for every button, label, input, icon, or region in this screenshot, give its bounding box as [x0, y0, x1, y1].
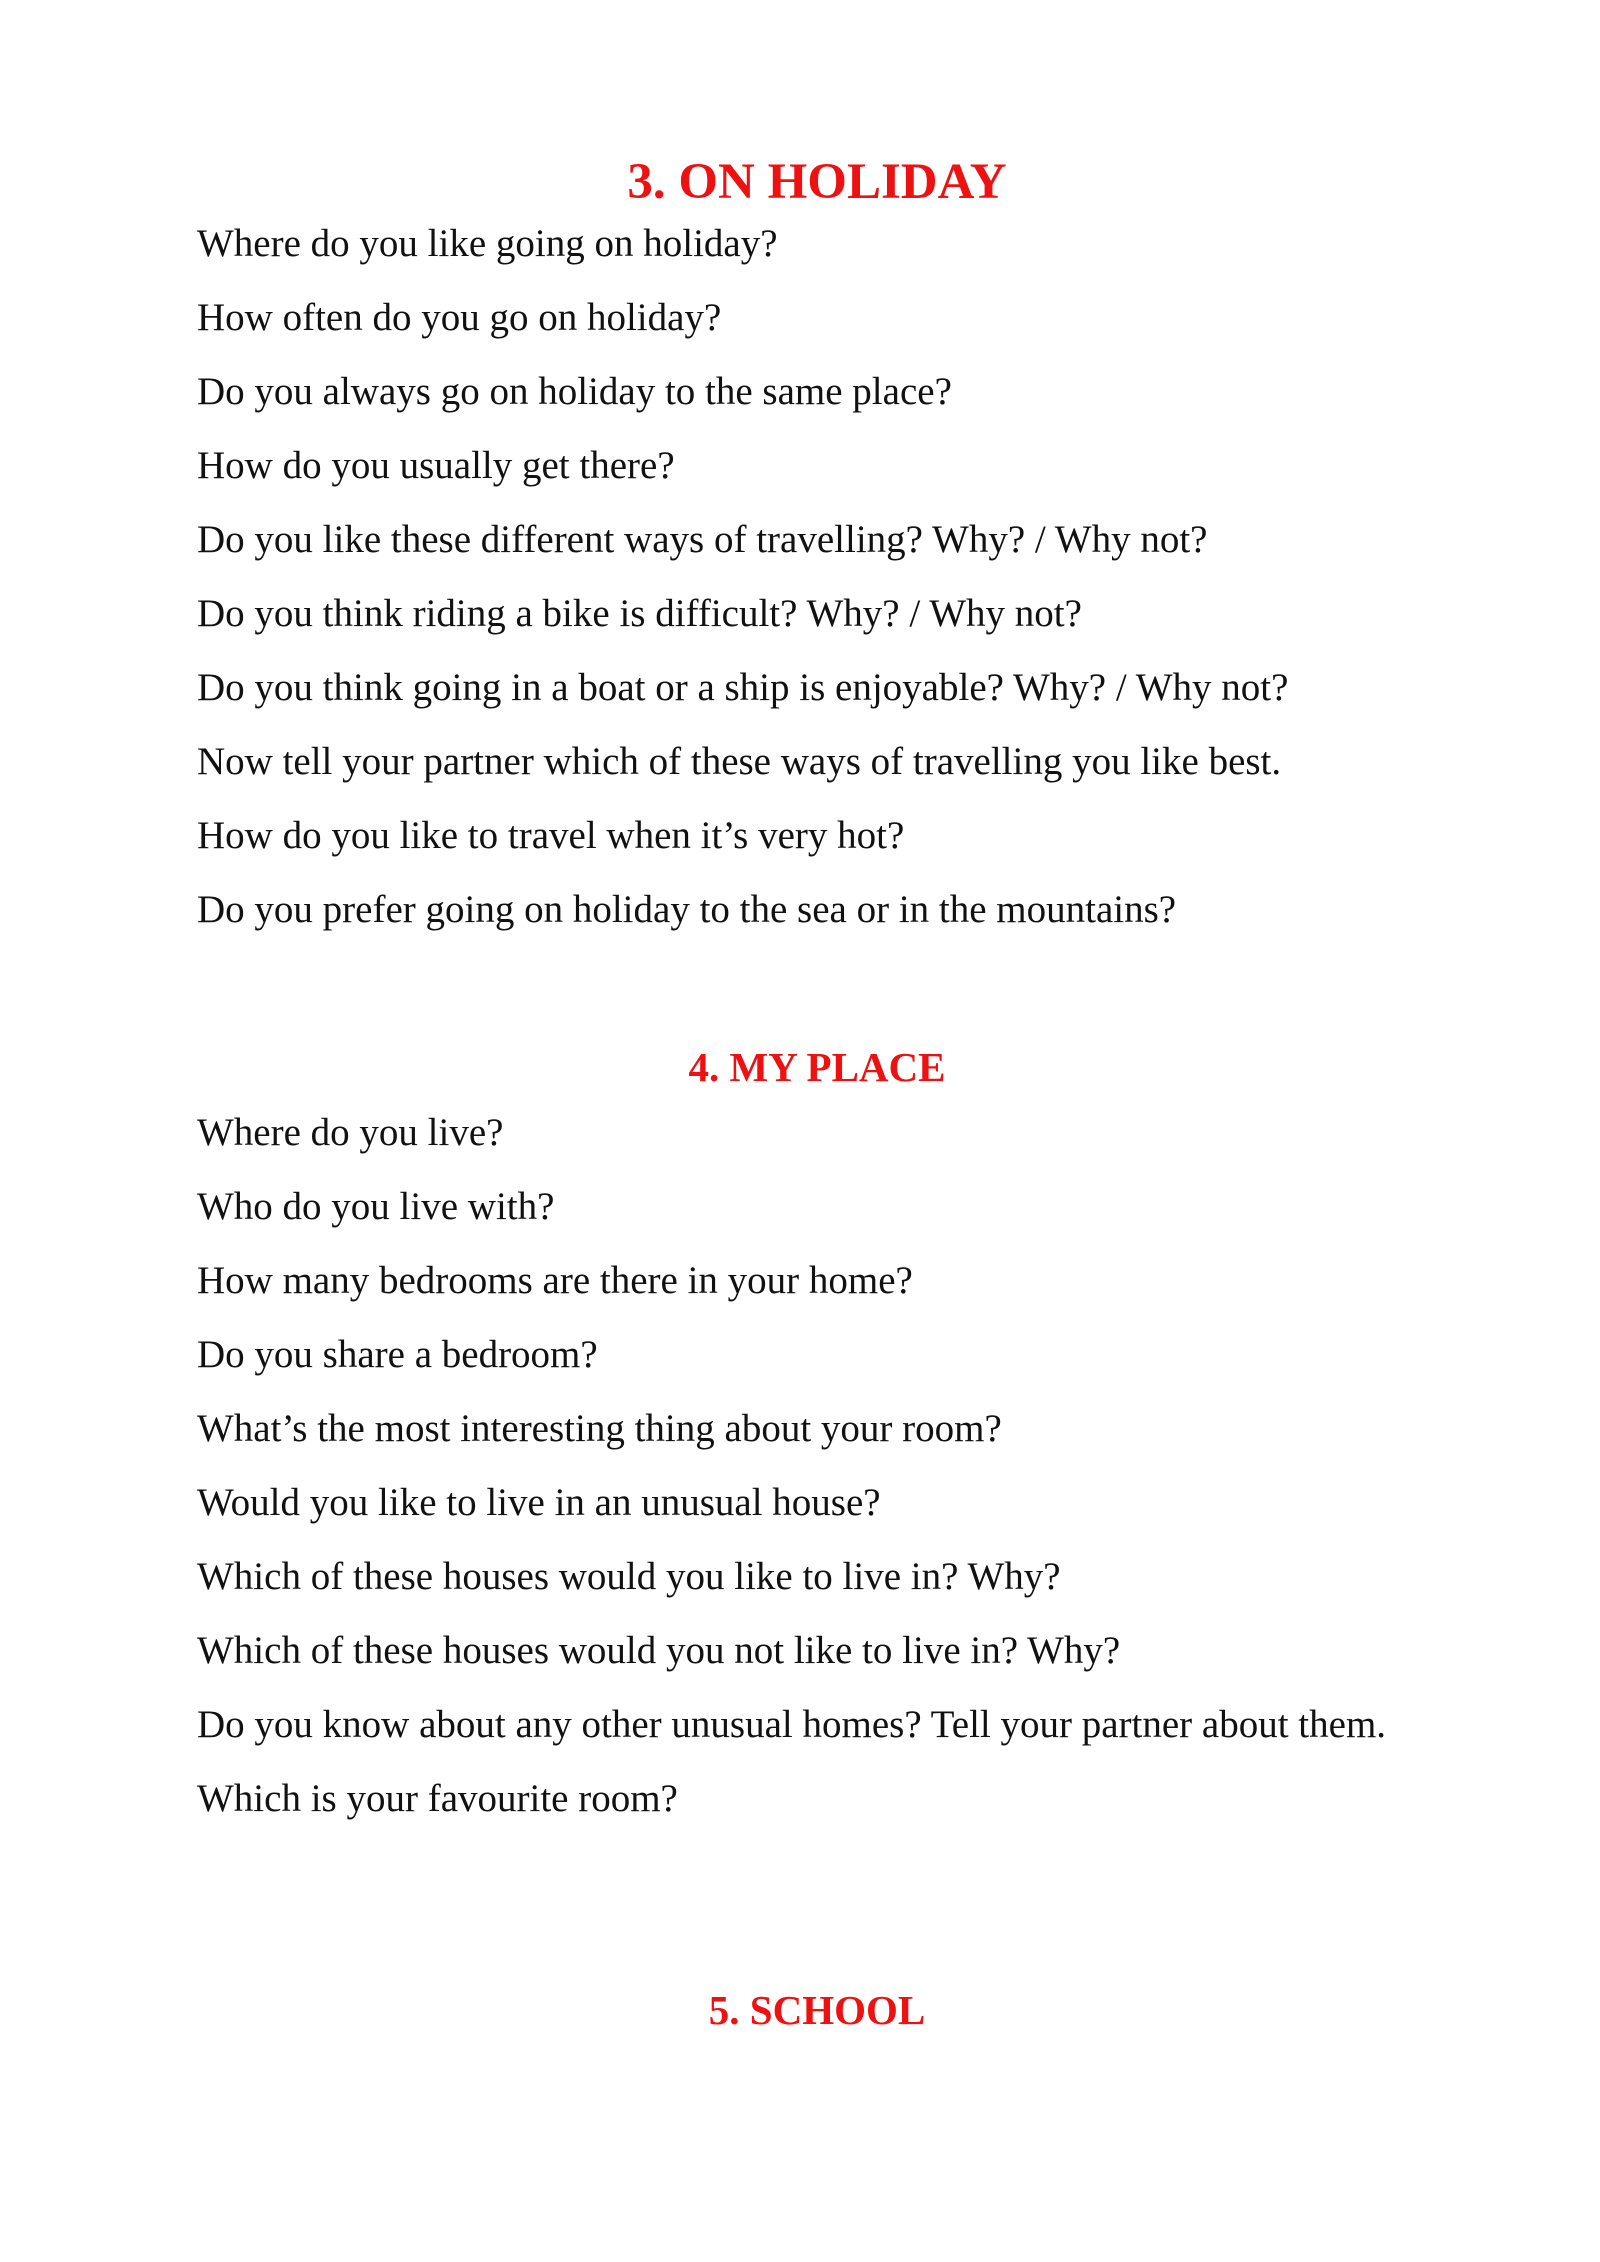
section-heading: 4. MY PLACE: [688, 1044, 946, 1090]
question-item: Which is your favourite room?: [197, 1777, 678, 1820]
question-item: How do you usually get there?: [197, 444, 675, 487]
question-item: Where do you live?: [197, 1111, 504, 1154]
question-item: How often do you go on holiday?: [197, 296, 722, 339]
question-item: Would you like to live in an unusual house?: [197, 1481, 881, 1524]
section-heading: 5. SCHOOL: [708, 1987, 926, 2033]
question-item: How do you like to travel when it’s very hot?: [197, 814, 905, 857]
question-item: What’s the most interesting thing about your room?: [197, 1407, 1002, 1450]
question-item: Do you know about any other unusual homes? Tell your partner about them.: [197, 1703, 1387, 1746]
question-list: [197, 217, 1437, 937]
section-on-holiday: [197, 151, 1437, 957]
question-item: Do you think going in a boat or a ship is enjoyable? Why? / Why not?: [197, 666, 1289, 709]
question-item: Do you share a bedroom?: [197, 1333, 598, 1376]
question-item: How many bedrooms are there in your home?: [197, 1259, 913, 1302]
question-item: Do you prefer going on holiday to the sea or in the mountains?: [197, 888, 1177, 931]
question-item: Do you think riding a bike is difficult? Why? / Why not?: [197, 592, 1082, 635]
question-item: Which of these houses would you not like to live in? Why?: [197, 1629, 1121, 1672]
question-list: [197, 1106, 1437, 1826]
section-my-place: [197, 1040, 1437, 1846]
section-heading: 3. ON HOLIDAY: [627, 154, 1007, 210]
question-item: Now tell your partner which of these ways of travelling you like best.: [197, 740, 1282, 783]
question-item: Which of these houses would you like to live in? Why?: [197, 1555, 1061, 1598]
question-item: Do you like these different ways of travelling? Why? / Why not?: [197, 518, 1208, 561]
question-item: Do you always go on holiday to the same place?: [197, 370, 952, 413]
question-item: Who do you live with?: [197, 1185, 555, 1228]
question-item: Where do you like going on holiday?: [197, 222, 778, 265]
section-school: [197, 1983, 1437, 2037]
